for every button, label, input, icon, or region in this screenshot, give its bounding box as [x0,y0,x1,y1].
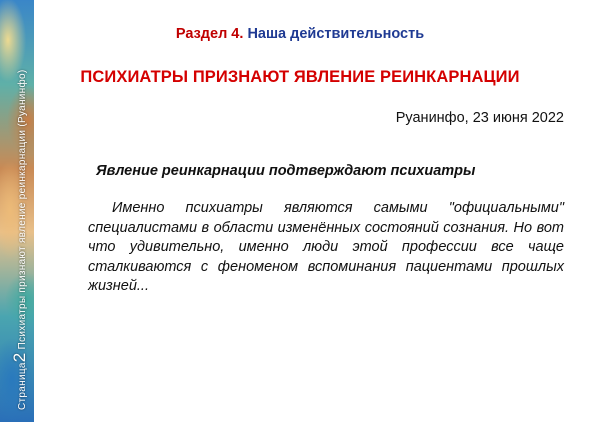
side-caption-text: Психиатры признают явление реинкарнации (Руанинфо) [17,69,28,350]
article-subheading: Явление реинкарнации подтверждают психиатры [96,163,476,179]
section-number: Раздел 4. [175,26,244,42]
article-body: Именно психиатры являются самыми "официальными" специалистами в области изменённых состояний сознания. Но вот что удивительно, именно люди этой профессии все чаще сталкиваются с феноменом вспоминания пациентами прошлых жизней... [88,200,564,294]
source-dateline: Руанинфо, 23 июня 2022 [395,110,564,126]
section-heading [0,26,600,42]
side-page-word: Страница [17,362,28,410]
section-name: Наша действительность [247,26,425,42]
side-page-number: 2 [10,352,29,363]
page-title: ПСИХИАТРЫ ПРИЗНАЮТ ЯВЛЕНИЕ РЕИНКАРНАЦИИ [80,68,520,86]
decorative-side-strip [0,0,34,422]
